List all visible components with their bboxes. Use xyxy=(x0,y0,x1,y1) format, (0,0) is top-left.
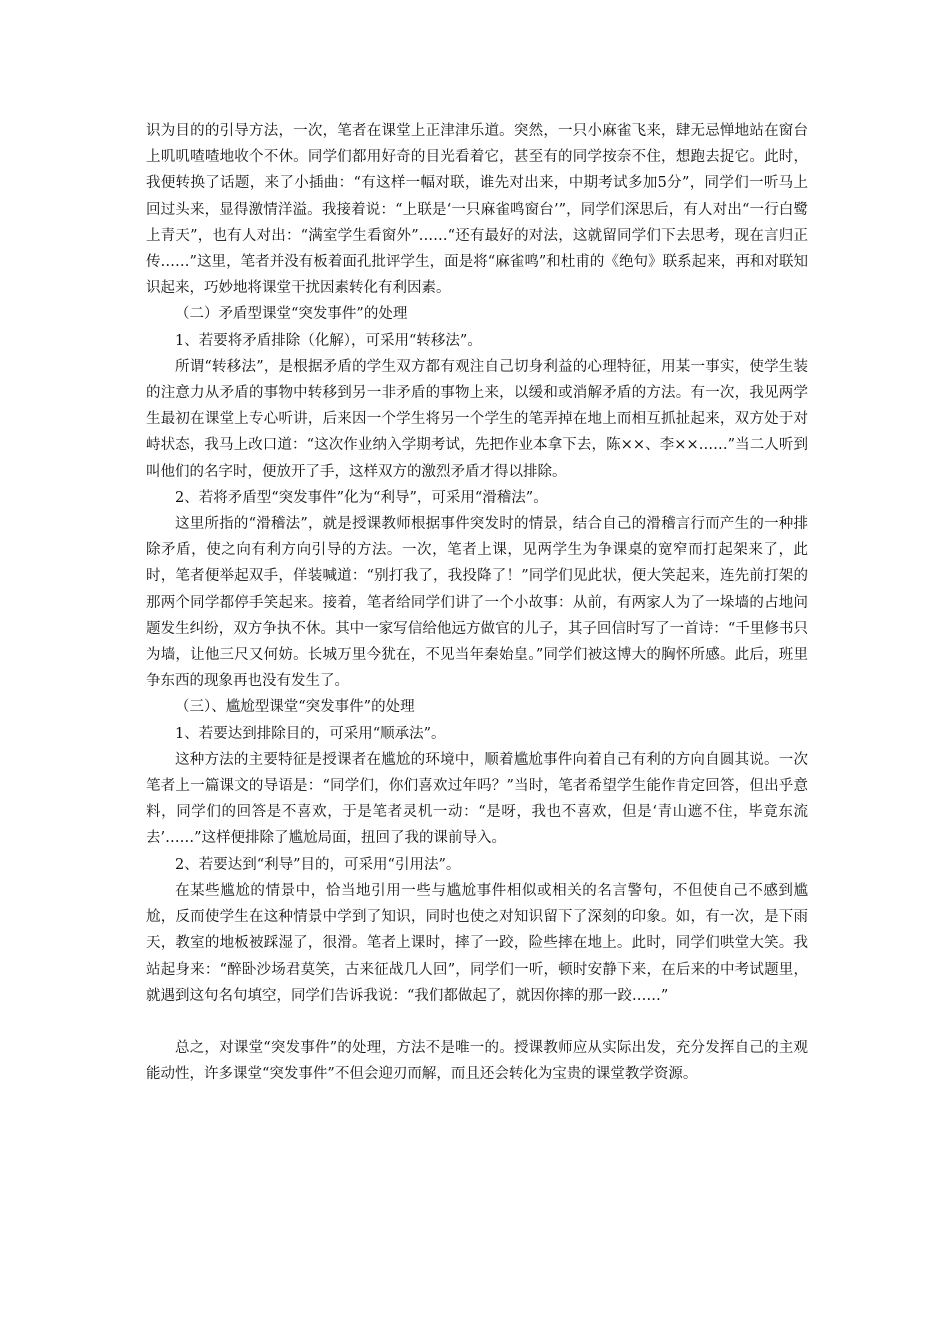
paragraph-quotation-method: 在某些尴尬的情景中，恰当地引用一些与尴尬事件相似或相关的名言警句，不但使自己不感到尴尬，反而使学生在这种情景中学到了知识，同时也使之对知识留下了深刻的印象。如，有一次，是下雨天，教室的地板被踩湿了，很滑。笔者上课时，摔了一跤，险些摔在地上。此时，同学们哄堂大笑。我站起身来：“醉卧沙场君莫笑，古来征战几人回”，同学们一听，顿时安静下来，在后来的中考试题里，就遇到这句名句填空，同学们告诉我说：“我们都做起了，就因你摔的那一跤……” xyxy=(146,882,808,1004)
document-page xyxy=(146,118,808,1088)
paragraph-intro-continuation: 识为目的的引导方法，一次，笔者在课堂上正津津乐道。突然，一只小麻雀飞来，肆无忌惮地站在窗台上叽叽喳喳地收个不休。同学们都用好奇的目光看着它，甚至有的同学按奈不住，想跑去捉它。此时，我便转换了话题，来了小插曲：“有这样一幅对联，谁先对出来，中期考试多加5分”，同学们一听马上回过头来，显得激情洋溢。我接着说：“上联是‘一只麻雀鸣窗台’”，同学们深思后，有人对出“一行白鹭上青天”，也有人对出：“满室学生看窗外”……“还有最好的对法，这就留同学们下去思考，现在言归正传……”这里，笔者并没有板着面孔批评学生，面是将“麻雀鸣”和杜甫的《绝句》联系起来，再和对联知识起来，巧妙地将课堂干扰因素转化有利因素。 xyxy=(146,123,808,297)
heading-section-2: （二）矛盾型课堂“突发事件”的处理 xyxy=(175,306,408,323)
paragraph-humor-method: 这里所指的“滑稽法”，就是授课教师根据事件突发时的情景，结合自己的滑稽言行而产生的一种排除矛盾，使之向有利方向引导的方法。一次，笔者上课，见两学生为争课桌的宽窄而打起架来了，此时，笔者便举起双手，佯装喊道：“别打我了，我投降了！”同学们见此状，便大笑起来，连先前打架的那两个同学都停手笑起来。接着，笔者给同学们讲了一个小故事：从前，有两家人为了一垛墙的占地问题发生纠纷，双方争执不休。其中一家写信给他远方做官的儿子，其子回信时写了一首诗：“千里修书只为墙，让他三尺又何妨。长城万里今犹在，不见当年秦始皇。”同学们被这博大的胸怀所感。此后，班里争东西的现象再也没有发生了。 xyxy=(146,516,808,690)
subheading-compliance-method: 1、若要达到排除目的，可采用“顺承法”。 xyxy=(175,725,446,742)
blank-line xyxy=(146,1009,808,1035)
subheading-quotation-method: 2、若要达到“利导”目的，可采用“引用法”。 xyxy=(175,856,461,873)
subheading-transfer-method: 1、若要将矛盾排除（化解），可采用“转移法”。 xyxy=(175,332,482,349)
heading-section-3: （三）、尴尬型课堂“突发事件”的处理 xyxy=(175,699,415,716)
paragraph-conclusion: 总之，对课堂“突发事件”的处理，方法不是唯一的。授课教师应从实际出发，充分发挥自己的主观能动性，许多课堂“突发事件”不但会迎刃而解，而且还会转化为宝贵的课堂教学资源。 xyxy=(146,1040,808,1083)
subheading-humor-method: 2、若将矛盾型“突发事件”化为“利导”，可采用“滑稽法”。 xyxy=(175,489,548,506)
paragraph-transfer-method: 所谓“转移法”，是根据矛盾的学生双方都有观注自己切身利益的心理特征，用某一事实，使学生装的注意力从矛盾的事物中转移到另一非矛盾的事物上来，以缓和或消解矛盾的方法。有一次，我见两学生最初在课堂上专心听讲，后来因一个学生将另一个学生的笔弄掉在地上而相互抓扯起来，双方处于对峙状态，我马上改口道：“这次作业纳入学期考试，先把作业本拿下去，陈××、李××……”当二人听到叫他们的名字时，便放开了手，这样双方的激烈矛盾才得以排除。 xyxy=(146,358,808,480)
paragraph-compliance-method: 这种方法的主要特征是授课者在尴尬的环境中，顺着尴尬事件向着自己有利的方向自圆其说。一次笔者上一篇课文的导语是：“同学们，你们喜欢过年吗？”当时，笔者希望学生能作肯定回答，但出乎意料，同学们的回答是不喜欢，于是笔者灵机一动：“是呀，我也不喜欢，但是‘青山遮不住，毕竟东流去’……”这样便排除了尴尬局面，扭回了我的课前导入。 xyxy=(146,751,808,847)
